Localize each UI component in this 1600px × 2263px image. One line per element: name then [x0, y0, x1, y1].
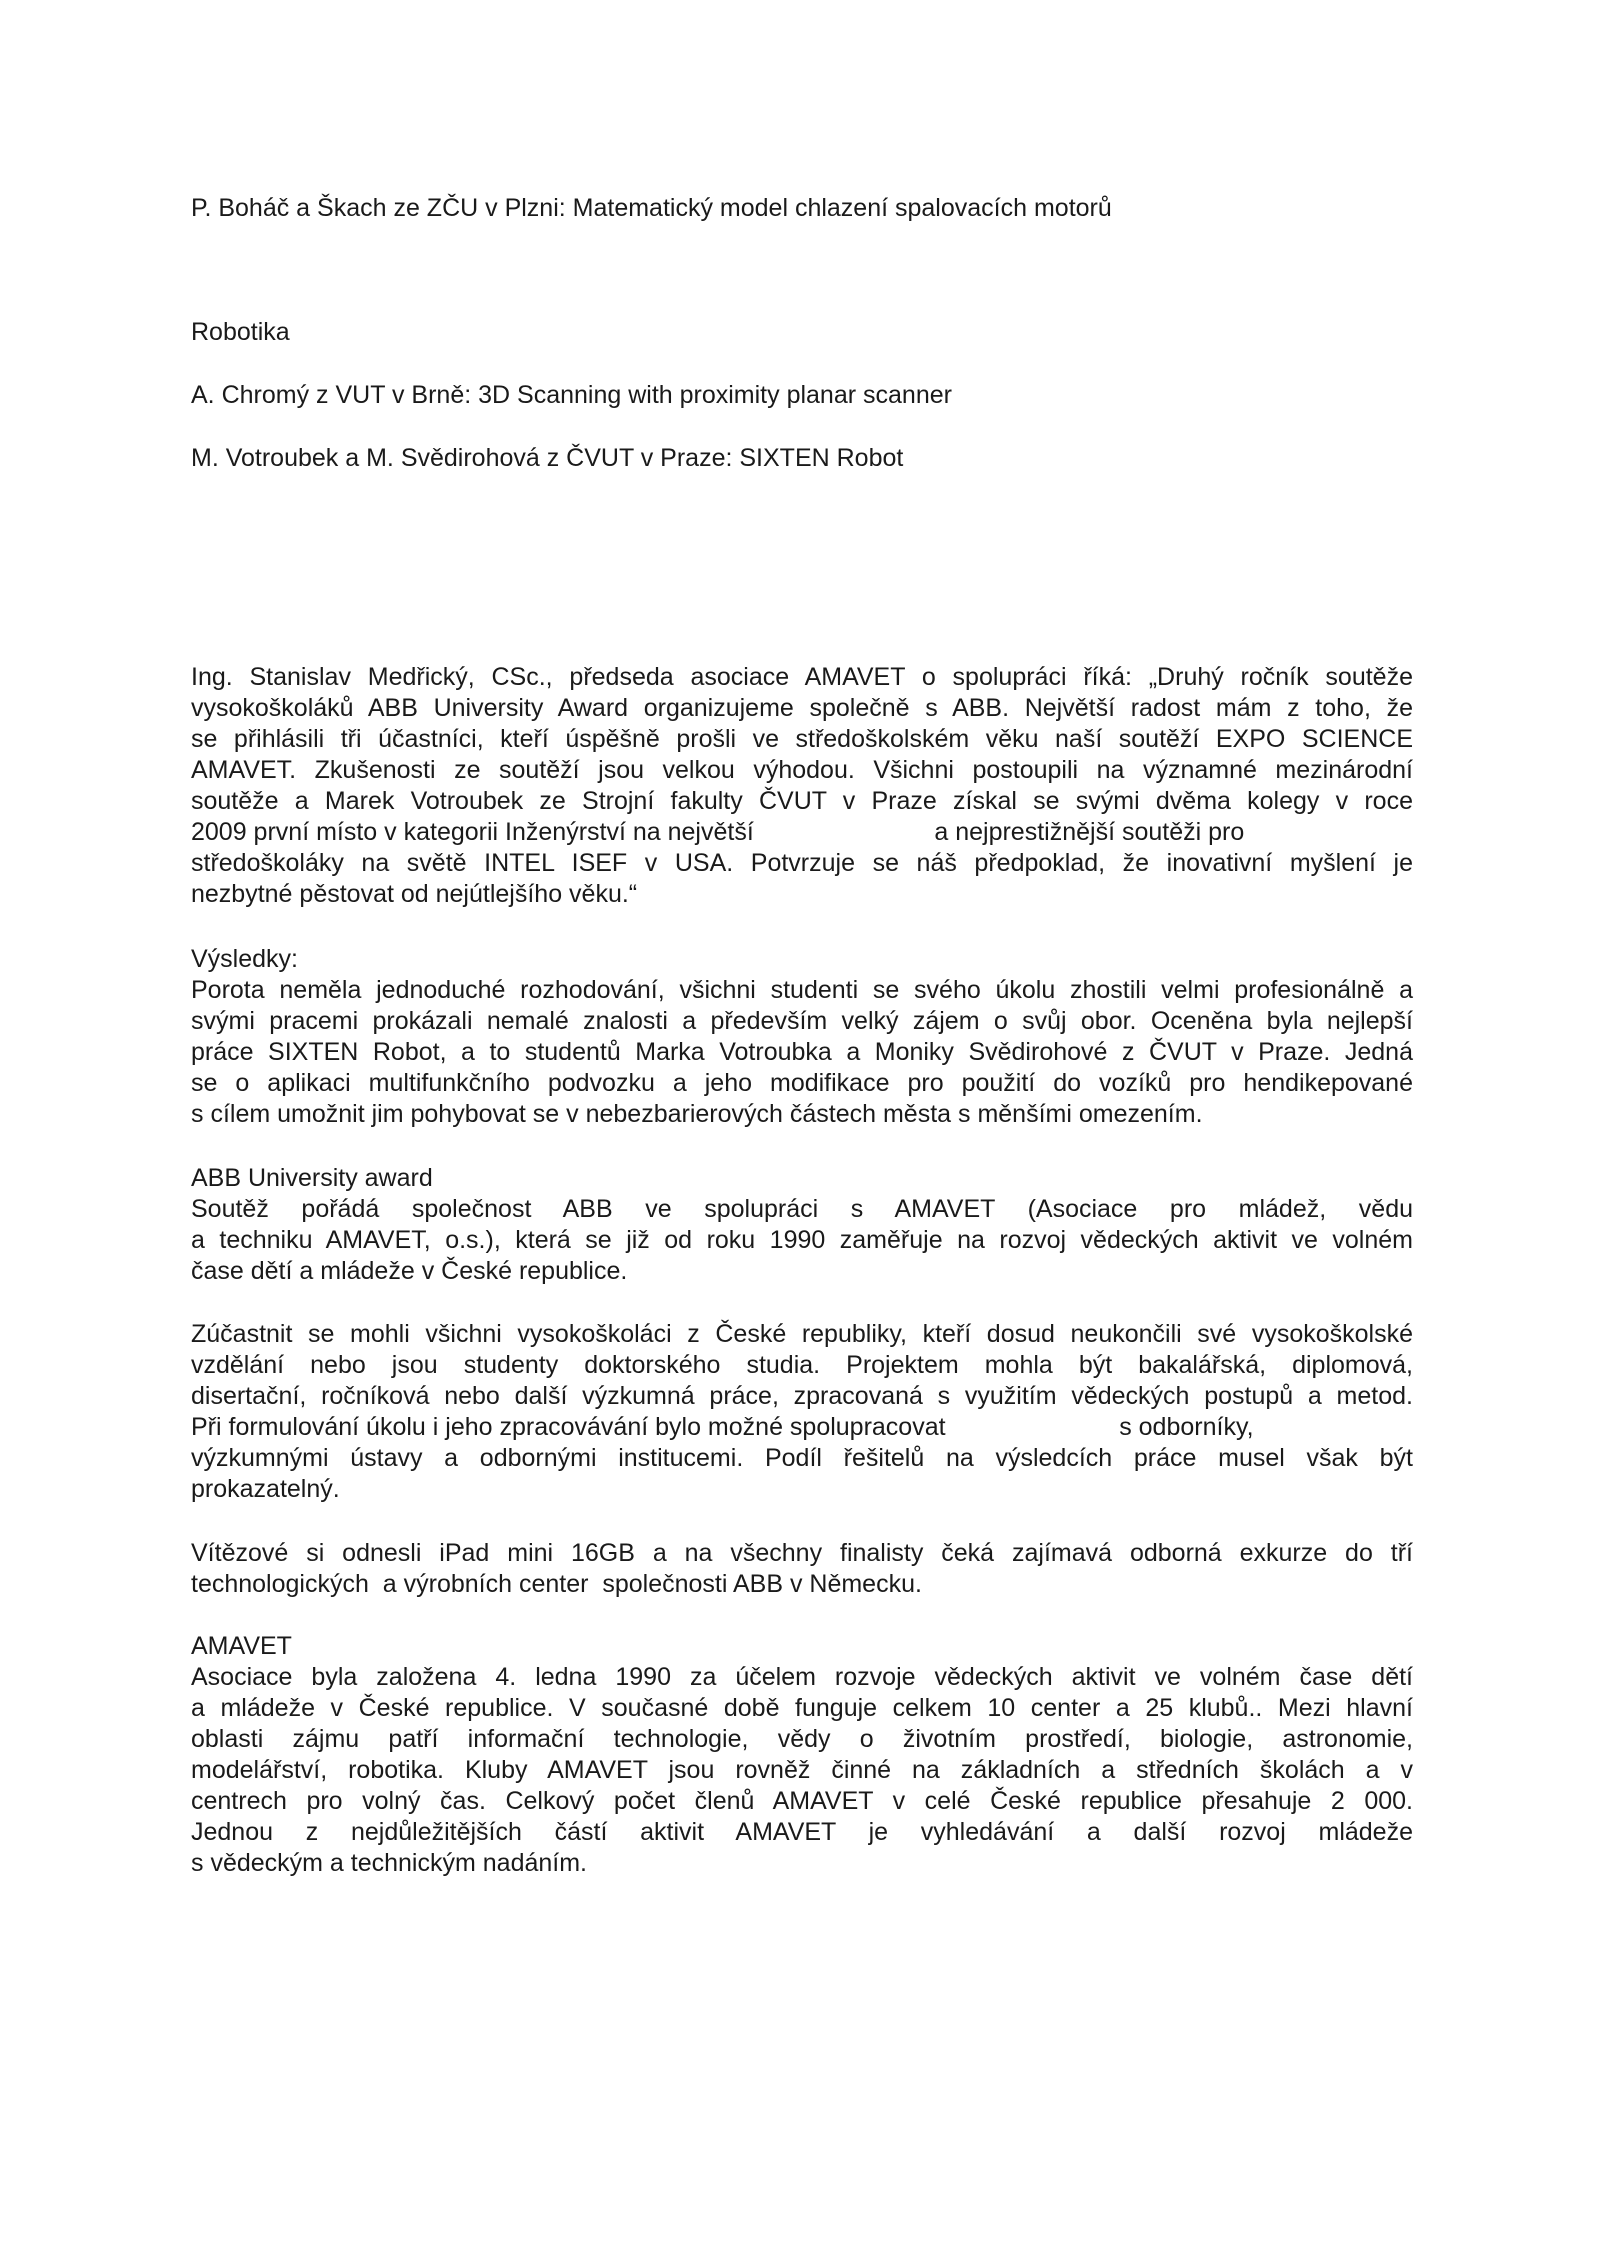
- line-chromy: A. Chromý z VUT v Brně: 3D Scanning with proximity planar scanner: [191, 381, 952, 409]
- participation-line: Zúčastnit se mohli všichni vysokoškoláci z České republiky, kteří dosud neukončili své vysokoškolské: [191, 1320, 1413, 1348]
- amavet-line: Jednou z nejdůležitějších částí aktivit AMAVET je vyhledávání a další rozvoj mládeže: [191, 1818, 1413, 1846]
- amavet-line: oblasti zájmu patří informační technologie, vědy o životním prostředí, biologie, astronomie,: [191, 1725, 1413, 1753]
- amavet-paragraph: [191, 1662, 1413, 1879]
- line-bohac: P. Boháč a Škach ze ZČU v Plzni: Matematický model chlazení spalovacích motorů: [191, 194, 1112, 222]
- prize-line: technologických a výrobních center společnosti ABB v Německu.: [191, 1570, 922, 1598]
- line-votroubek: M. Votroubek a M. Svědirohová z ČVUT v Praze: SIXTEN Robot: [191, 444, 904, 472]
- award-line: a techniku AMAVET, o.s.), která se již od roku 1990 zaměřuje na rozvoj vědeckých aktivit ve volném: [191, 1226, 1413, 1254]
- results-line: práce SIXTEN Robot, a to studentů Marka Votroubka a Moniky Svědirohové z ČVUT v Praze. Jedná: [191, 1038, 1413, 1066]
- quote-paragraph: [191, 662, 1413, 910]
- participation-line: Při formulování úkolu i jeho zpracovávání bylo možné spolupracovat s odborníky,: [191, 1413, 1254, 1441]
- results-line: se o aplikaci multifunkčního podvozku a jeho modifikace pro použití do vozíků pro hendikepované: [191, 1069, 1413, 1097]
- results-line: svými pracemi prokázali nemalé znalosti a především velký zájem o svůj obor. Oceněna byla nejlepší: [191, 1007, 1413, 1035]
- award-heading: ABB University award: [191, 1164, 433, 1192]
- participation-paragraph: [191, 1319, 1413, 1505]
- results-line: Porota neměla jednoduché rozhodování, všichni studenti se svého úkolu zhostili velmi profesionálně a: [191, 976, 1413, 1004]
- quote-line: 2009 první místo v kategorii Inženýrství na největší a nejprestižnější soutěži pro: [191, 818, 1245, 846]
- quote-line: se přihlásili tři účastníci, kteří úspěšně prošli ve středoškolském věku naší soutěží EXPO SCIENCE: [191, 725, 1413, 753]
- quote-line: nezbytné pěstovat od nejútlejšího věku.“: [191, 880, 638, 908]
- results-paragraph: [191, 975, 1413, 1130]
- prize-line: Vítězové si odnesli iPad mini 16GB a na všechny finalisty čeká zajímavá odborná exkurze do tří: [191, 1539, 1413, 1567]
- participation-line: disertační, ročníková nebo další výzkumná práce, zpracovaná s využitím vědeckých postupů a metod.: [191, 1382, 1413, 1410]
- amavet-line: modelářství, robotika. Kluby AMAVET jsou rovněž činné na základních a středních školách a v: [191, 1756, 1413, 1784]
- quote-line: Ing. Stanislav Medřický, CSc., předseda asociace AMAVET o spolupráci říká: „Druhý ročník soutěže: [191, 663, 1413, 691]
- amavet-line: a mládeže v České republice. V současné době funguje celkem 10 center a 25 klubů.. Mezi hlavní: [191, 1694, 1413, 1722]
- award-paragraph: [191, 1194, 1413, 1287]
- quote-line: soutěže a Marek Votroubek ze Strojní fakulty ČVUT v Praze získal se svými dvěma kolegy v roce: [191, 787, 1413, 815]
- participation-line: prokazatelný.: [191, 1475, 340, 1503]
- results-line: s cílem umožnit jim pohybovat se v nebezbarierových částech města s měnšími omezením.: [191, 1100, 1203, 1128]
- award-line: Soutěž pořádá společnost ABB ve spolupráci s AMAVET (Asociace pro mládež, vědu: [191, 1195, 1413, 1223]
- award-line: čase dětí a mládeže v České republice.: [191, 1257, 628, 1285]
- amavet-line: centrech pro volný čas. Celkový počet členů AMAVET v celé České republice přesahuje 2 000.: [191, 1787, 1413, 1815]
- prize-paragraph: [191, 1538, 1413, 1600]
- section-heading-robotika: Robotika: [191, 318, 290, 346]
- amavet-line: s vědeckým a technickým nadáním.: [191, 1849, 587, 1877]
- amavet-line: Asociace byla založena 4. ledna 1990 za účelem rozvoje vědeckých aktivit ve volném čase dětí: [191, 1663, 1413, 1691]
- quote-line: středoškoláky na světě INTEL ISEF v USA. Potvrzuje se náš předpoklad, že inovativní myšlení je: [191, 849, 1413, 877]
- quote-line: vysokoškoláků ABB University Award organizujeme společně s ABB. Největší radost mám z toho, že: [191, 694, 1413, 722]
- participation-line: vzdělání nebo jsou studenty doktorského studia. Projektem mohla být bakalářská, diplomová,: [191, 1351, 1413, 1379]
- results-heading: Výsledky:: [191, 945, 298, 973]
- quote-line: AMAVET. Zkušenosti ze soutěží jsou velkou výhodou. Všichni postoupili na významné mezinárodní: [191, 756, 1413, 784]
- participation-line: výzkumnými ústavy a odbornými institucemi. Podíl řešitelů na výsledcích práce musel však být: [191, 1444, 1413, 1472]
- amavet-heading: AMAVET: [191, 1632, 292, 1660]
